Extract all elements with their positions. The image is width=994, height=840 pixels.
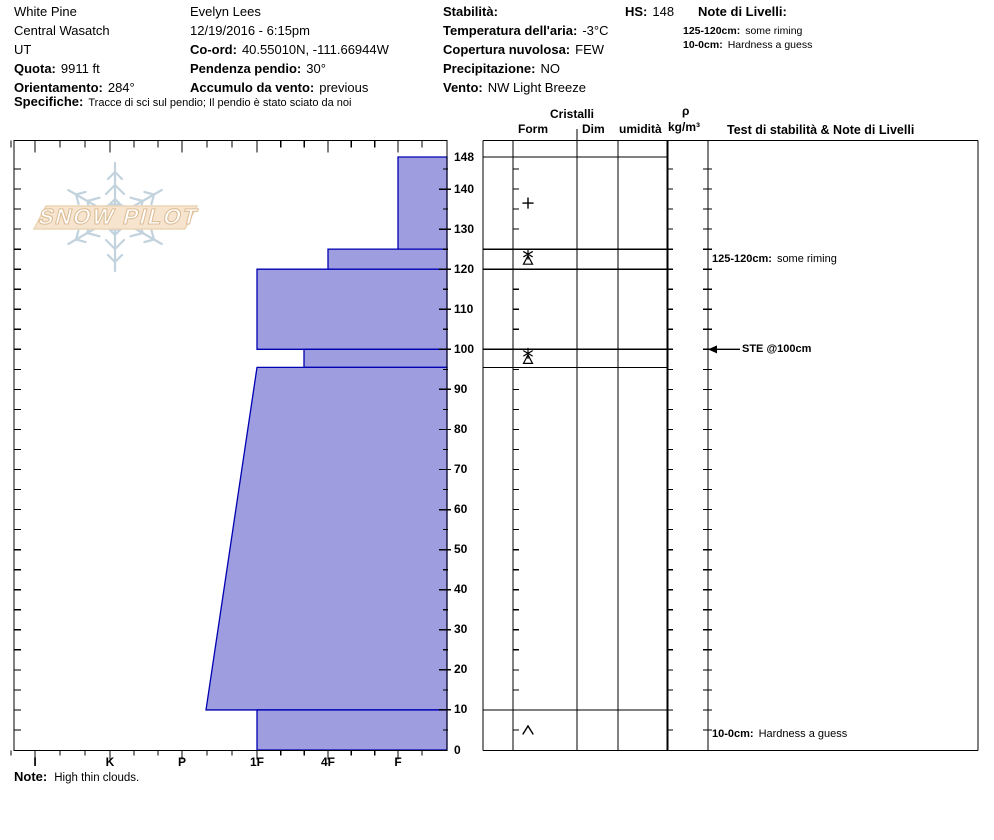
depth-label-70: 70 — [454, 462, 468, 477]
stability-row: Stabilità: — [443, 4, 498, 19]
depth-label-40: 40 — [454, 582, 468, 597]
observer-name: Evelyn Lees — [190, 4, 261, 19]
depth-label-80: 80 — [454, 421, 468, 436]
airtemp-row: Temperatura dell'aria: -3°C — [443, 23, 609, 38]
layer-bar-10-0 — [257, 710, 447, 750]
depth-label-50: 50 — [454, 542, 468, 557]
density-unit-header: kg/m³ — [668, 120, 701, 134]
coord-row: Co-ord: 40.55010N, -111.66944W — [190, 42, 389, 57]
stability-test-label: STE @100cm — [742, 343, 812, 355]
humidity-column-header: umidità — [619, 122, 662, 136]
depth-label-20: 20 — [454, 662, 468, 677]
footer-note: Note: High thin clouds. — [14, 769, 140, 784]
depth-label-110: 110 — [454, 301, 474, 316]
depth-label-100: 100 — [454, 341, 475, 356]
aspect-row: Orientamento: 284° — [14, 80, 135, 95]
datetime-row: 12/19/2016 - 6:15pm — [190, 23, 310, 38]
windload-row: Accumulo da vento: previous — [190, 80, 369, 95]
form-column-header: Form — [518, 122, 548, 136]
stability-test-markers — [708, 345, 740, 353]
sky-row: Copertura nuvolosa: FEW — [443, 42, 605, 57]
tests-panel-header: Test di stabilità & Note di Livelli — [727, 123, 915, 137]
hardness-label-4F: 4F — [320, 755, 335, 769]
hardness-label-K: K — [105, 755, 115, 769]
location-region: Central Wasatch — [14, 23, 110, 38]
depth-label-0: 0 — [454, 742, 461, 757]
wind-row: Vento: NW Light Breeze — [443, 80, 586, 95]
panel-note-basal: 10-0cm: Hardness a guess — [712, 728, 848, 740]
depth-label-148: 148 — [454, 149, 475, 164]
slope-row: Pendenza pendio: 30° — [190, 61, 326, 76]
elevation-row: Quota: 9911 ft — [14, 61, 100, 76]
depth-label-140: 140 — [454, 181, 475, 196]
layer-bar-100-95.5 — [304, 349, 447, 367]
depth-label-90: 90 — [454, 381, 468, 396]
hardness-label-F: F — [394, 755, 402, 769]
precip-row: Precipitazione: NO — [443, 61, 560, 76]
depth-label-130: 130 — [454, 221, 475, 236]
crystal-table — [483, 129, 978, 751]
specifics-row: Specifiche: Tracce di sci sul pendio; Il pendio è stato sciato da noi — [14, 94, 352, 109]
logo-text: SNOW PILOT — [36, 204, 202, 229]
layer-bar-120-100 — [257, 269, 447, 349]
density-symbol-header: ρ — [682, 104, 690, 118]
hs-row: HS: 148 — [625, 4, 675, 19]
snowpilot-logo — [25, 160, 225, 280]
hardness-label-I: I — [33, 755, 37, 769]
depth-label-120: 120 — [454, 261, 475, 276]
level-note-1: 125-120cm: some riming — [683, 25, 803, 37]
dim-column-header: Dim — [582, 122, 605, 136]
grain-form-symbols — [523, 198, 533, 734]
depth-label-60: 60 — [454, 502, 468, 517]
depth-label-10: 10 — [454, 702, 468, 717]
panel-note-riming: 125-120cm: some riming — [712, 253, 837, 265]
crystals-group-header: Cristalli — [550, 107, 595, 121]
hardness-label-P: P — [177, 755, 186, 769]
depth-label-30: 30 — [454, 622, 468, 637]
layer-bar-95.5-10 — [206, 367, 447, 710]
location-state: UT — [14, 42, 32, 57]
level-notes-title: Note di Livelli: — [698, 4, 787, 19]
hardness-label-1F: 1F — [249, 755, 264, 769]
hardness-profile-bars — [206, 157, 447, 750]
layer-bar-125-120 — [328, 249, 447, 269]
layer-bar-148-125 — [398, 157, 447, 249]
level-note-2: 10-0cm: Hardness a guess — [683, 39, 813, 51]
location-name: White Pine — [14, 4, 77, 19]
